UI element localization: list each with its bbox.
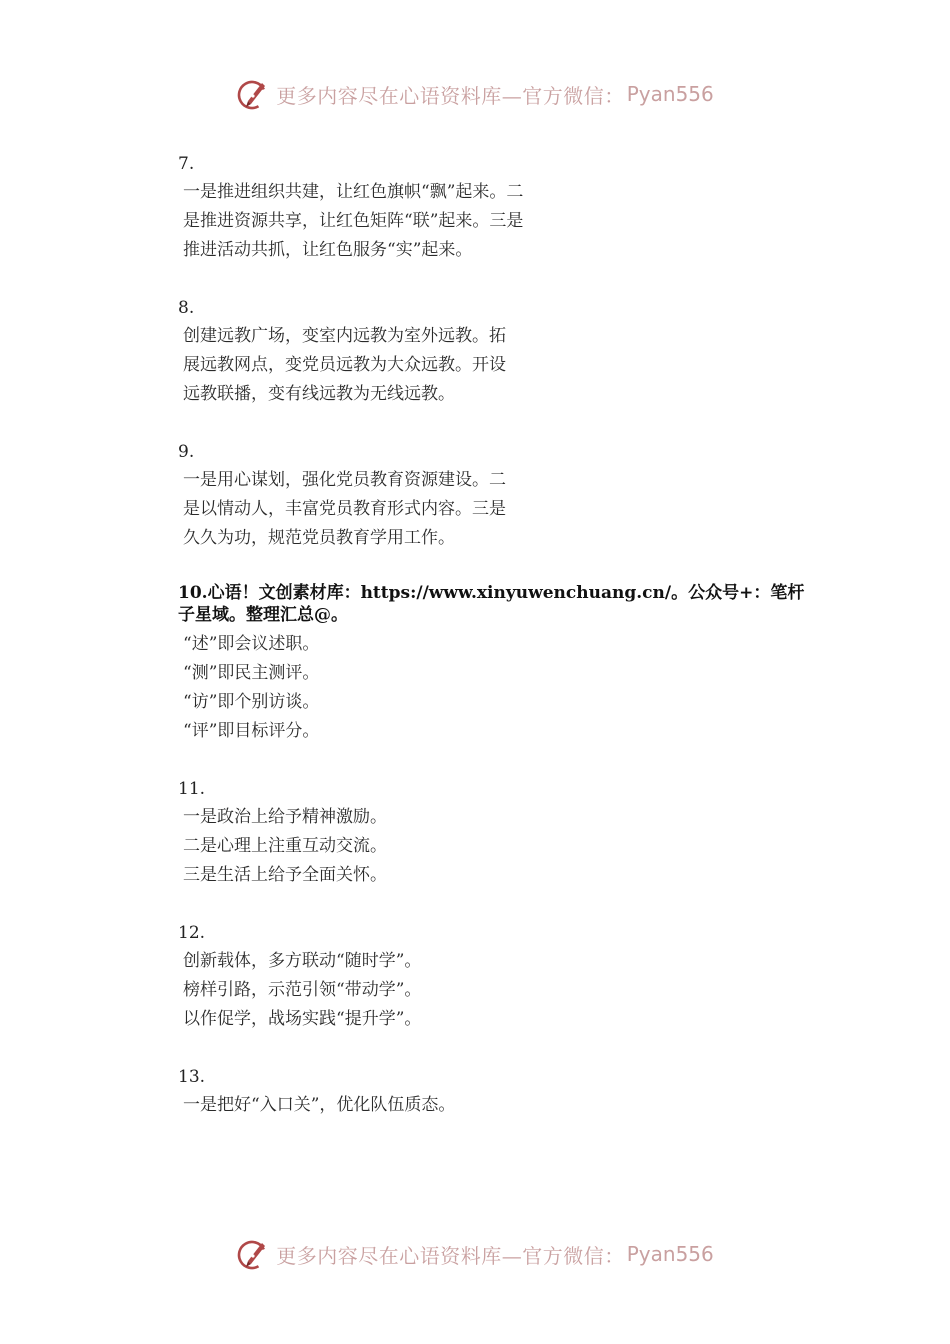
section-7 (178, 150, 818, 265)
banner-wechat-id: Pyan556 (626, 82, 714, 106)
text-line: “测”即民主测评。 (183, 663, 320, 683)
footer-banner (0, 1232, 950, 1276)
document-body (178, 150, 818, 1149)
section-9 (178, 438, 818, 553)
section-8 (178, 294, 818, 409)
section-number: 11. (178, 779, 206, 799)
text-line: 榜样引路，示范引领“带动学”。 (183, 980, 422, 1000)
section-number: 8. (178, 298, 195, 318)
text-line: “述”即会议述职。 (183, 634, 320, 654)
text-line: 一是推进组织共建，让红色旗帜“飘”起来。二 (183, 182, 524, 202)
section-number: 13. (178, 1067, 206, 1087)
text-line: 二是心理上注重互动交流。 (183, 836, 387, 856)
text-line: 展远教网点，变党员远教为大众远教。开设 (183, 355, 506, 375)
text-line: 创建远教广场，变室内远教为室外远教。拓 (183, 326, 506, 346)
pen-logo-icon (236, 76, 272, 112)
banner-text: 更多内容尽在心语资料库—官方微信： (276, 1243, 625, 1268)
text-line: 创新载体，多方联动“随时学”。 (183, 951, 422, 971)
text-line: 三是生活上给予全面关怀。 (183, 865, 387, 885)
text-line: 久久为功，规范党员教育学用工作。 (183, 528, 455, 548)
section-11 (178, 775, 818, 890)
text-line: 一是政治上给予精神激励。 (183, 807, 387, 827)
section-10 (178, 582, 818, 746)
text-line: 一是用心谋划，强化党员教育资源建设。二 (183, 470, 506, 490)
header-banner (0, 72, 950, 116)
section-13 (178, 1063, 818, 1120)
text-line: 以作促学，战场实践“提升学”。 (183, 1009, 422, 1029)
section-number: 9. (178, 442, 195, 462)
text-line: 远教联播，变有线远教为无线远教。 (183, 384, 455, 404)
text-line: 一是把好“入口关”，优化队伍质态。 (183, 1095, 456, 1115)
banner-text: 更多内容尽在心语资料库—官方微信： (276, 83, 625, 108)
text-line: “访”即个别访谈。 (183, 692, 320, 712)
text-line: 是推进资源共享，让红色矩阵“联”起来。三是 (183, 211, 524, 231)
section-12 (178, 919, 818, 1034)
text-line: 推进活动共抓，让红色服务“实”起来。 (183, 240, 473, 260)
section-number: 7. (178, 154, 195, 174)
text-line: “评”即目标评分。 (183, 721, 320, 741)
text-line: 是以情动人，丰富党员教育形式内容。三是 (183, 499, 506, 519)
pen-logo-icon (236, 1236, 272, 1272)
banner-wechat-id: Pyan556 (626, 1242, 714, 1266)
section-heading: 10.心语！文创素材库：https://www.xinyuwenchuang.cn/。公众号+：笔杆子星域。整理汇总@。 (178, 583, 805, 625)
section-number: 12. (178, 923, 206, 943)
